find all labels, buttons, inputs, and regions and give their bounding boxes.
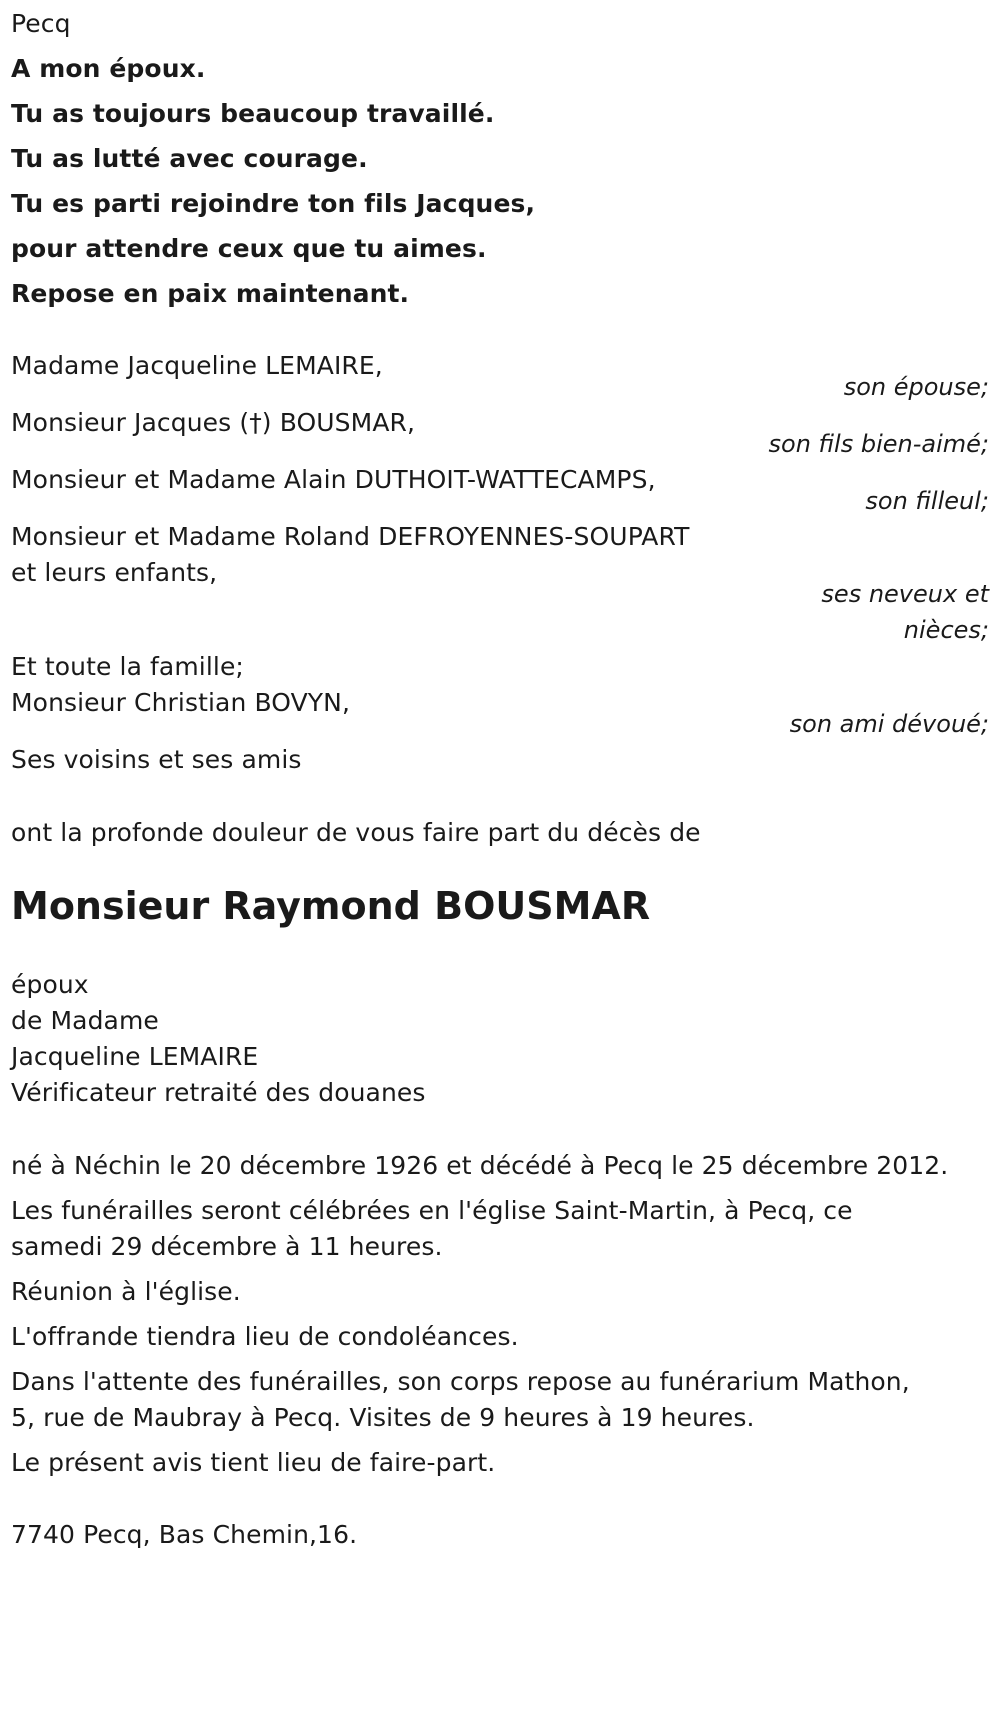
occupation: Vérificateur retraité des douanes xyxy=(11,1078,426,1107)
family-member-relation: son fils bien-aimé; xyxy=(768,430,989,458)
poem-line: Tu as toujours beaucoup travaillé. xyxy=(11,99,495,128)
birth-death-info: né à Néchin le 20 décembre 1926 et décédé à Pecq le 25 décembre 2012. xyxy=(11,1151,949,1180)
visitation-info: Dans l'attente des funérailles, son corps repose au funérarium Mathon, xyxy=(11,1367,910,1396)
family-member-name: et leurs enfants, xyxy=(11,558,218,587)
spouse-info-line: époux xyxy=(11,970,89,999)
place-header: Pecq xyxy=(11,9,71,38)
funeral-info: Les funérailles seront célébrées en l'église Saint-Martin, à Pecq, ce xyxy=(11,1196,853,1225)
address: 7740 Pecq, Bas Chemin,16. xyxy=(11,1520,358,1549)
spouse-info-line: Jacqueline LEMAIRE xyxy=(11,1042,259,1071)
poem-line: pour attendre ceux que tu aimes. xyxy=(11,234,487,263)
family-member-name: Et toute la famille; xyxy=(11,652,244,681)
family-member-relation: ses neveux et xyxy=(821,580,989,608)
spouse-info-line: de Madame xyxy=(11,1006,159,1035)
family-member-relation: son épouse; xyxy=(843,373,989,401)
notice-info: Le présent avis tient lieu de faire-part. xyxy=(11,1448,496,1477)
meeting-info: Réunion à l'église. xyxy=(11,1277,241,1306)
poem-line: Repose en paix maintenant. xyxy=(11,279,410,308)
announcement-text: ont la profonde douleur de vous faire part du décès de xyxy=(11,818,701,847)
family-member-name: Monsieur et Madame Roland DEFROYENNES-SOUPART xyxy=(11,522,690,551)
family-member-name: Ses voisins et ses amis xyxy=(11,745,302,774)
offering-info: L'offrande tiendra lieu de condoléances. xyxy=(11,1322,519,1351)
family-member-name: Madame Jacqueline LEMAIRE, xyxy=(11,351,383,380)
funeral-info: samedi 29 décembre à 11 heures. xyxy=(11,1232,443,1261)
family-member-relation: nièces; xyxy=(903,616,989,644)
family-member-name: Monsieur Jacques (†) BOUSMAR, xyxy=(11,408,416,437)
poem-line: A mon époux. xyxy=(11,54,206,83)
poem-line: Tu es parti rejoindre ton fils Jacques, xyxy=(11,189,536,218)
family-member-name: Monsieur Christian BOVYN, xyxy=(11,688,351,717)
visitation-info: 5, rue de Maubray à Pecq. Visites de 9 heures à 19 heures. xyxy=(11,1403,755,1432)
family-member-relation: son ami dévoué; xyxy=(789,710,989,738)
deceased-name: Monsieur Raymond BOUSMAR xyxy=(11,884,651,928)
family-member-name: Monsieur et Madame Alain DUTHOIT-WATTECAMPS, xyxy=(11,465,656,494)
family-member-relation: son filleul; xyxy=(865,487,989,515)
poem-line: Tu as lutté avec courage. xyxy=(11,144,368,173)
